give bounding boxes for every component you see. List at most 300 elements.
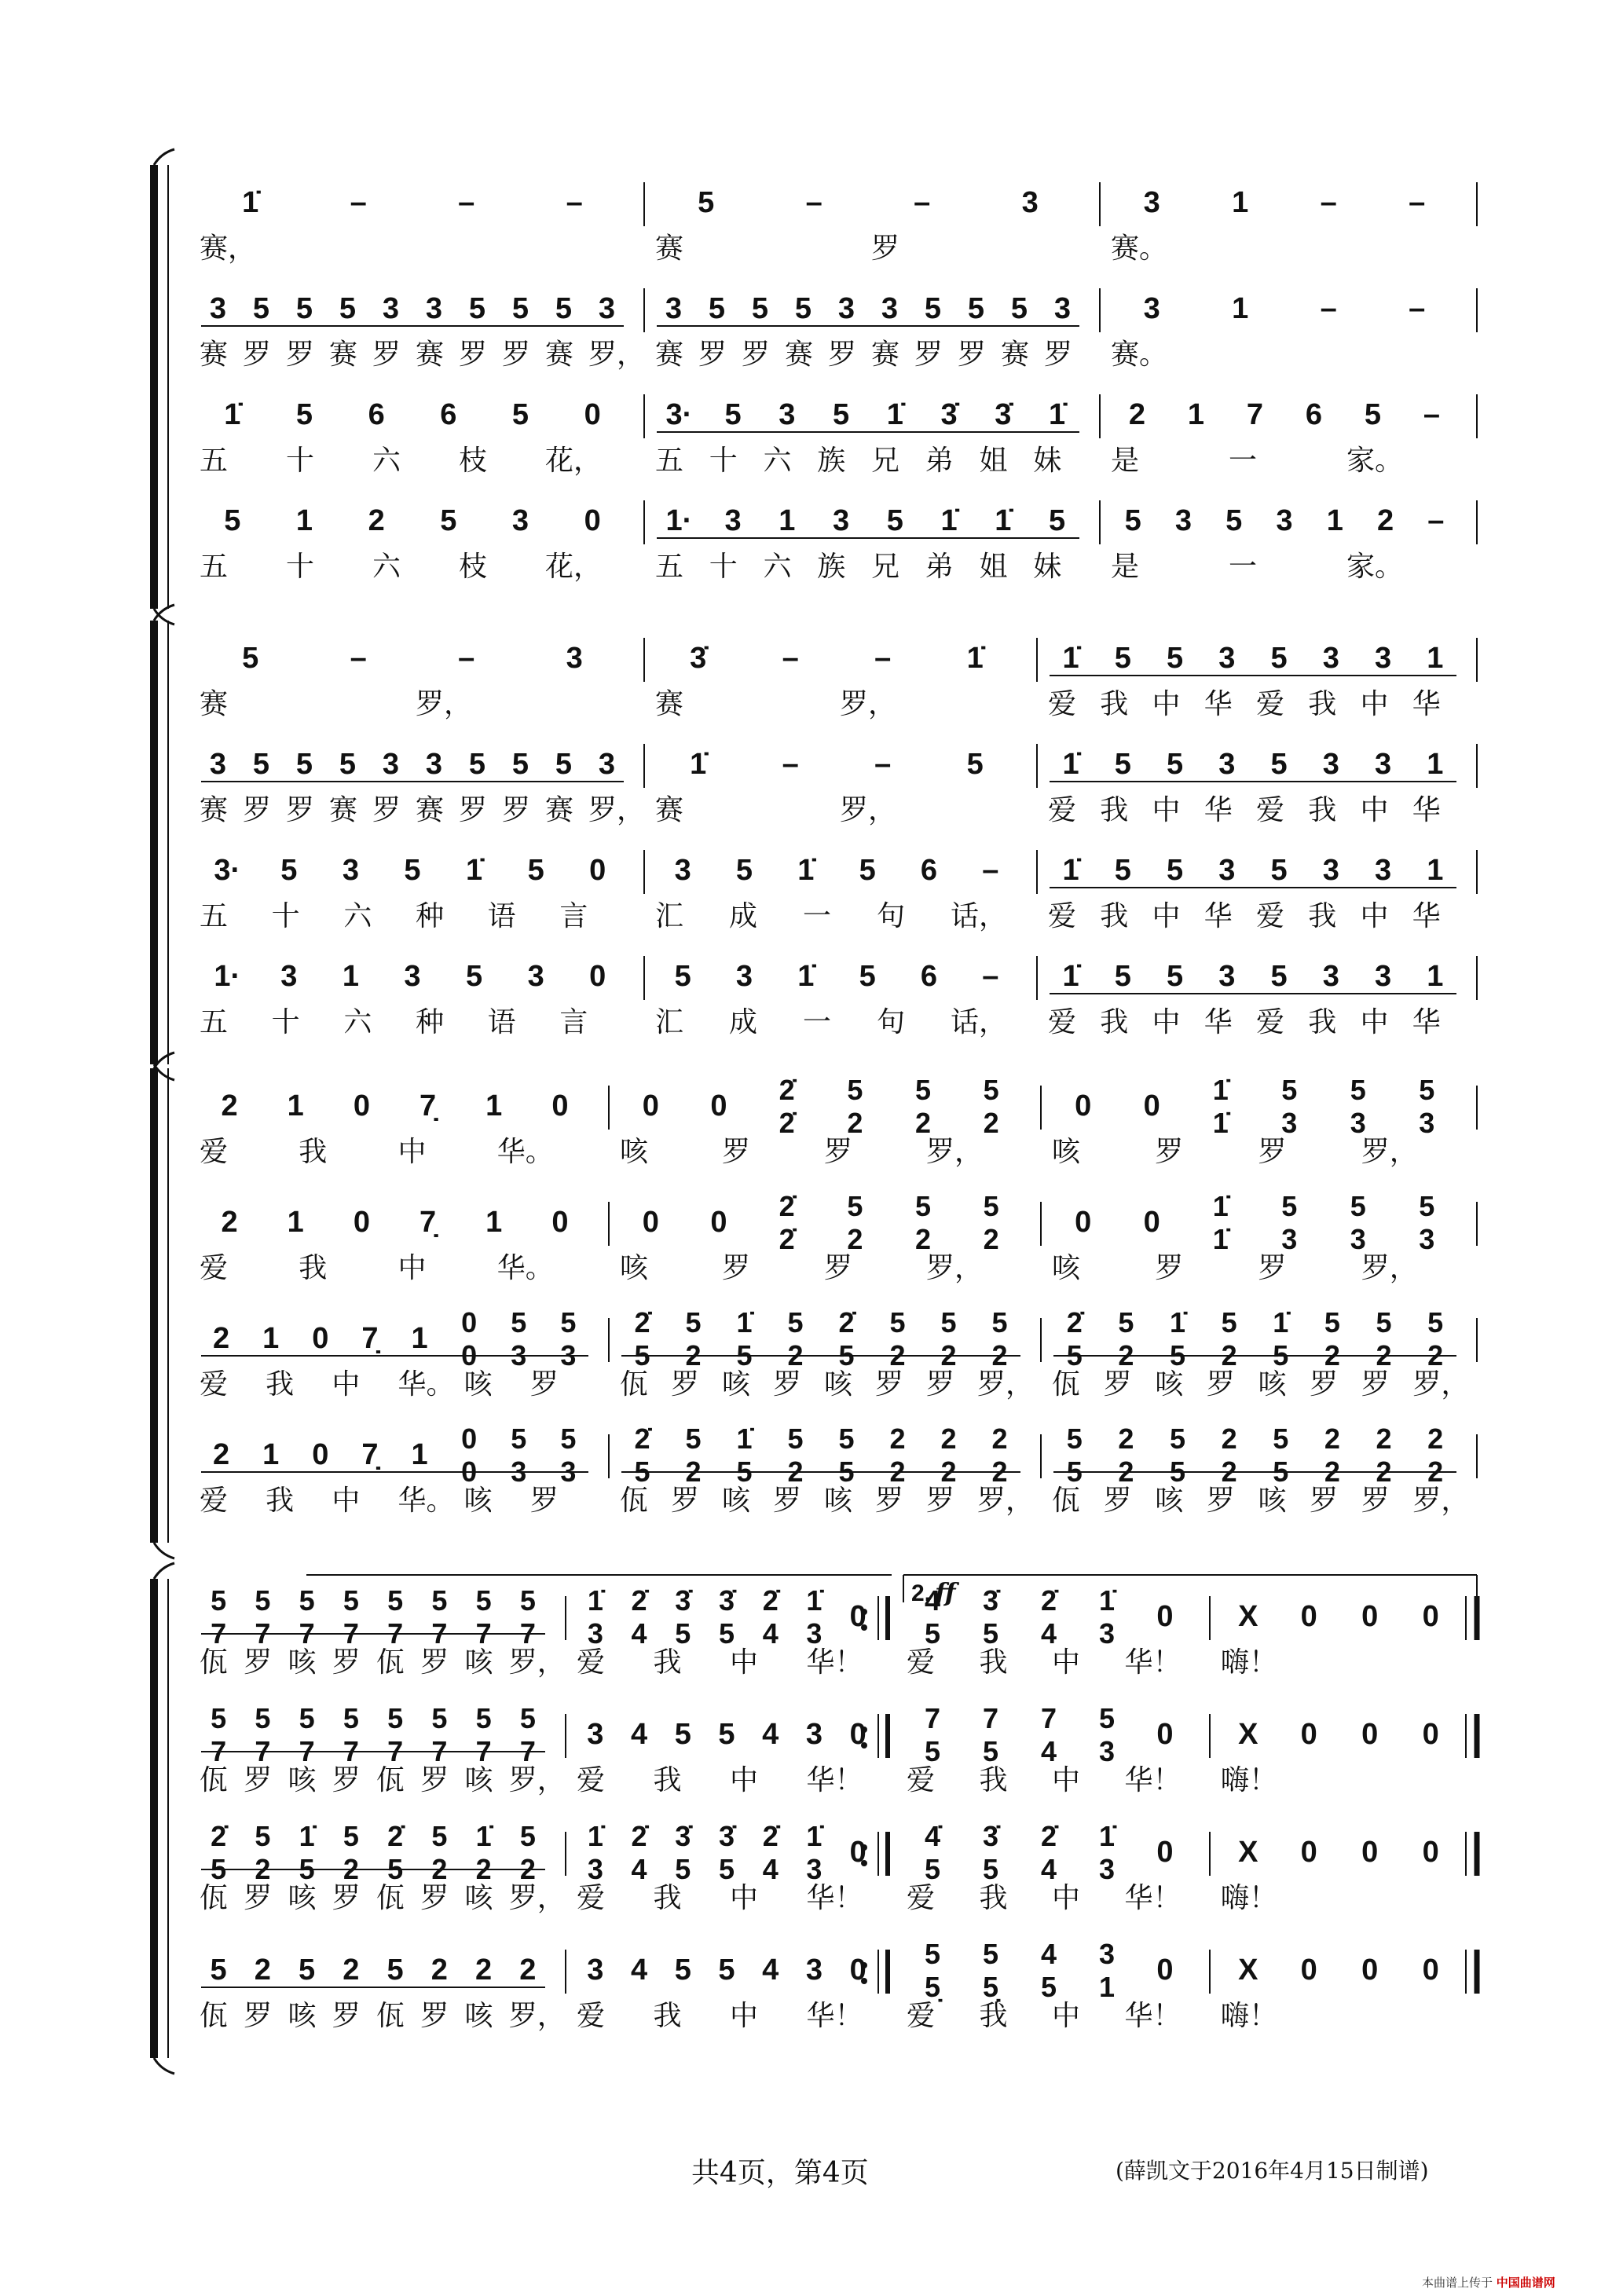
note: 5 bbox=[295, 398, 313, 431]
note: 5 bbox=[674, 960, 691, 993]
note-lower: 2̇ bbox=[779, 1107, 795, 1139]
lyric-syllable: 罗 bbox=[722, 1136, 751, 1168]
lyric-syllable: 赛 bbox=[545, 339, 574, 371]
note: 5 bbox=[466, 960, 483, 993]
note: 3 bbox=[724, 504, 742, 537]
lyric-syllable: 五 bbox=[655, 445, 684, 477]
lyric-syllable: 罗， bbox=[977, 1368, 1035, 1401]
note-lower: 4 bbox=[631, 1617, 647, 1650]
note-upper: 5 bbox=[511, 1306, 527, 1338]
lyric-syllable: 爱 bbox=[577, 1646, 606, 1679]
note-upper: 7 bbox=[924, 1702, 941, 1734]
note-lower: 5 bbox=[924, 1617, 941, 1650]
note: 1̇ bbox=[690, 748, 707, 781]
note: 4 bbox=[762, 1954, 779, 1987]
transcriber-credit: (薛凯文于2016年4月15日制谱) bbox=[1116, 2158, 1429, 2184]
note-upper: 5 bbox=[1350, 1074, 1366, 1106]
lyric-syllable: 花， bbox=[545, 445, 603, 477]
note-lower: 1̇ bbox=[1212, 1223, 1229, 1255]
note-upper: 3̇ bbox=[718, 1820, 735, 1852]
note: 1 bbox=[1187, 398, 1205, 431]
lyric-syllable: 华 bbox=[1204, 688, 1233, 720]
note-lower: 7 bbox=[299, 1735, 315, 1767]
lyric-syllable: 咳 bbox=[824, 1368, 853, 1401]
lyric-syllable: 我 bbox=[1100, 900, 1129, 932]
note-upper: 5 bbox=[255, 1584, 271, 1617]
lyric-syllable: 罗， bbox=[926, 1136, 984, 1168]
lyric-syllable: 话， bbox=[951, 900, 1008, 932]
staff-1-2 bbox=[200, 288, 1477, 371]
lyric-syllable: 兄 bbox=[871, 551, 900, 583]
note: 0 bbox=[551, 1206, 569, 1239]
dash-note: – bbox=[874, 748, 892, 781]
note: 2 bbox=[368, 504, 385, 537]
note: 3 bbox=[342, 854, 359, 887]
lyric-syllable: 赛 bbox=[200, 339, 229, 371]
note-lower: 2 bbox=[940, 1456, 957, 1488]
note-upper: 2 bbox=[1427, 1423, 1444, 1455]
note: 0 bbox=[1156, 1836, 1174, 1869]
note-upper: 5 bbox=[983, 1074, 999, 1106]
lyric-syllable: 华 bbox=[1412, 1006, 1441, 1038]
lyric-syllable: 咳 bbox=[620, 1136, 649, 1168]
note: 5 bbox=[967, 292, 985, 325]
lyric-syllable: 我 bbox=[1308, 1006, 1337, 1038]
note: 5 bbox=[1114, 854, 1131, 887]
lyric-syllable: 罗 bbox=[875, 1485, 904, 1517]
note: 1̇ bbox=[797, 854, 815, 887]
note: 3 bbox=[1375, 642, 1392, 675]
lyric-syllable: 中 bbox=[730, 1764, 759, 1796]
note: 5 bbox=[468, 748, 486, 781]
note-upper: 2̇ bbox=[631, 1820, 647, 1852]
lyric-syllable: 华。 bbox=[496, 1136, 554, 1168]
lyric-syllable: 嗨！ bbox=[1221, 1646, 1278, 1679]
lyric-syllable: 咳 bbox=[1258, 1368, 1287, 1401]
lyric-syllable: 罗 bbox=[1103, 1485, 1132, 1517]
lyric-syllable: 罗 bbox=[244, 1646, 273, 1679]
note-lower: 5 bbox=[924, 1853, 941, 1885]
note: 0 bbox=[1300, 1836, 1317, 1869]
note-upper: 4 bbox=[1040, 1938, 1057, 1970]
note-upper: 5 bbox=[1281, 1190, 1298, 1222]
lyric-syllable: 罗 bbox=[1206, 1368, 1235, 1401]
lyric-syllable: 爱 bbox=[907, 1882, 936, 1914]
lyric-syllable: 花， bbox=[545, 551, 603, 583]
lyric-syllable: 罗， bbox=[416, 688, 473, 720]
lyric-syllable: 罗 bbox=[420, 1646, 449, 1679]
note-lower: 2̇ bbox=[779, 1223, 795, 1255]
note-upper: 5 bbox=[387, 1584, 404, 1617]
lyric-syllable: 句 bbox=[877, 1006, 906, 1038]
lyric-syllable: 罗 bbox=[722, 1252, 751, 1284]
note: 3 bbox=[1218, 960, 1236, 993]
note: 3 bbox=[805, 1718, 822, 1751]
note: 4 bbox=[631, 1954, 648, 1987]
lyric-syllable: 罗 bbox=[372, 339, 401, 371]
note: 5 bbox=[210, 1954, 227, 1987]
note-upper: 2̇ bbox=[779, 1190, 795, 1222]
lyric-syllable: 我 bbox=[979, 1764, 1008, 1796]
note-lower: 2 bbox=[847, 1107, 863, 1139]
lyric-syllable: 赛 bbox=[416, 339, 445, 371]
note-upper: 5 bbox=[475, 1584, 492, 1617]
lyric-syllable: 罗 bbox=[332, 1646, 361, 1679]
note-upper: 0 bbox=[461, 1306, 478, 1338]
lyric-syllable: 中 bbox=[1152, 688, 1181, 720]
lyric-syllable: 中 bbox=[1052, 1646, 1081, 1679]
lyric-syllable: 嗨！ bbox=[1221, 1764, 1278, 1796]
note-upper: 5 bbox=[299, 1702, 315, 1734]
note-lower: 2 bbox=[1118, 1456, 1134, 1488]
lyric-syllable: 中 bbox=[730, 2000, 759, 2032]
lyric-syllable: 语 bbox=[487, 1006, 516, 1038]
note: 5 bbox=[886, 504, 903, 537]
note-upper: 0 bbox=[461, 1423, 478, 1455]
note: 1̇ bbox=[1062, 748, 1079, 781]
note: 6 bbox=[368, 398, 385, 431]
lyric-syllable: 十 bbox=[271, 900, 300, 932]
lyric-syllable: 爱 bbox=[1048, 1006, 1077, 1038]
lyric-syllable: 爱 bbox=[1048, 794, 1077, 826]
note: 0 bbox=[1156, 1600, 1174, 1633]
lyric-syllable: 中 bbox=[1152, 1006, 1181, 1038]
dash-note: – bbox=[874, 642, 892, 675]
staff-4-3 bbox=[200, 1820, 1477, 1914]
note: 0 bbox=[849, 1954, 866, 1987]
note-upper: 2̇ bbox=[838, 1306, 855, 1338]
note: 5 bbox=[718, 1954, 735, 1987]
note: 1 bbox=[295, 504, 313, 537]
lyric-syllable: 罗 bbox=[243, 794, 272, 826]
note-upper: 4̇ bbox=[924, 1820, 941, 1852]
note-lower: 2 bbox=[1324, 1456, 1340, 1488]
lyric-syllable: 爱 bbox=[200, 1485, 229, 1517]
lyric-syllable: 罗， bbox=[508, 2000, 566, 2032]
note-upper: 5 bbox=[1419, 1190, 1435, 1222]
note-upper: 1̇ bbox=[299, 1820, 315, 1852]
lyric-syllable: 中 bbox=[1360, 1006, 1389, 1038]
lyric-syllable: 赛 bbox=[871, 339, 900, 371]
lyric-syllable: 是 bbox=[1111, 445, 1140, 477]
note-lower: 7 bbox=[519, 1617, 536, 1650]
lyric-syllable: 咳 bbox=[464, 1646, 493, 1679]
note-upper: 5 bbox=[387, 1702, 404, 1734]
lyric-syllable: 中 bbox=[1052, 1764, 1081, 1796]
note-lower: 7 bbox=[431, 1735, 448, 1767]
note: 3 bbox=[566, 642, 583, 675]
lyric-syllable: 中 bbox=[730, 1882, 759, 1914]
note-lower: 3 bbox=[511, 1456, 527, 1488]
note-lower: 7 bbox=[211, 1617, 227, 1650]
staff-3-4 bbox=[200, 1423, 1477, 1517]
note: 3 bbox=[1143, 186, 1160, 219]
lyric-syllable: 佤 bbox=[200, 1882, 229, 1914]
lyric-syllable: 句 bbox=[877, 900, 906, 932]
lyric-syllable: 我 bbox=[979, 1882, 1008, 1914]
note-lower: 7 bbox=[519, 1735, 536, 1767]
note-lower: 2 bbox=[431, 1853, 448, 1885]
lyric-syllable: 中 bbox=[730, 1646, 759, 1679]
lyric-syllable: 中 bbox=[1152, 900, 1181, 932]
dash-note: – bbox=[566, 186, 583, 219]
lyric-syllable: 爱 bbox=[200, 1136, 229, 1168]
note-lower: 2 bbox=[889, 1456, 906, 1488]
lyric-syllable: 罗 bbox=[529, 1485, 559, 1517]
bracket-hook-bottom bbox=[154, 2058, 174, 2074]
lyric-syllable: 罗 bbox=[243, 339, 272, 371]
note: 0 bbox=[849, 1836, 866, 1869]
note-upper: 5 bbox=[343, 1820, 359, 1852]
note: 0 bbox=[1422, 1718, 1439, 1751]
note: 0 bbox=[589, 960, 606, 993]
note: 7̣ bbox=[419, 1206, 437, 1239]
note-upper: 5 bbox=[211, 1702, 227, 1734]
lyric-syllable: 我 bbox=[1100, 688, 1129, 720]
note: 3 bbox=[674, 854, 691, 887]
lyric-syllable: 赛 bbox=[655, 233, 684, 265]
lyric-syllable: 华！ bbox=[806, 2000, 863, 2032]
note-upper: 5 bbox=[914, 1190, 932, 1222]
lyric-syllable: 爱 bbox=[200, 1252, 229, 1284]
note: 5 bbox=[1167, 960, 1184, 993]
note-upper: 3̇ bbox=[982, 1820, 999, 1852]
lyric-syllable: 枝 bbox=[459, 445, 488, 477]
note: 0 bbox=[1361, 1718, 1379, 1751]
note: 5 bbox=[511, 398, 529, 431]
note-upper: 5 bbox=[1324, 1306, 1340, 1338]
system-1 bbox=[154, 149, 1477, 624]
lyric-syllable: 罗 bbox=[828, 339, 857, 371]
note: 3 bbox=[1322, 642, 1339, 675]
lyric-syllable: 罗， bbox=[1361, 1136, 1418, 1168]
note-lower: 3 bbox=[1098, 1735, 1116, 1767]
note: 0 bbox=[849, 1718, 866, 1751]
lyric-syllable: 罗 bbox=[824, 1252, 853, 1284]
note: 0 bbox=[1361, 1954, 1379, 1987]
system-3 bbox=[154, 1053, 1477, 1558]
note: 3 bbox=[1375, 854, 1392, 887]
dash-note: – bbox=[782, 748, 799, 781]
note-lower: 5 bbox=[634, 1339, 650, 1371]
lyric-syllable: 咳 bbox=[463, 1485, 493, 1517]
note: 3 bbox=[779, 398, 796, 431]
note-lower: 2 bbox=[940, 1339, 957, 1371]
note: 3 bbox=[1375, 748, 1392, 781]
note: 0 bbox=[584, 504, 601, 537]
note-upper: 3̇ bbox=[718, 1584, 735, 1617]
note-upper: 2 bbox=[1376, 1423, 1392, 1455]
lyric-syllable: 我 bbox=[979, 1646, 1008, 1679]
lyric-syllable: 一 bbox=[1229, 445, 1258, 477]
lyric-syllable: 我 bbox=[266, 1485, 295, 1517]
staff-4-1 bbox=[200, 1584, 1477, 1679]
upload-source bbox=[1422, 2274, 1555, 2291]
note-lower: 4 bbox=[1040, 1735, 1057, 1767]
note: 0 bbox=[642, 1206, 659, 1239]
note-lower: 5 bbox=[718, 1617, 735, 1650]
note-lower: 3 bbox=[560, 1456, 577, 1488]
note: 4 bbox=[631, 1718, 648, 1751]
note-lower: 7 bbox=[343, 1735, 359, 1767]
note-upper: 5 bbox=[343, 1584, 359, 1617]
note: 5 bbox=[1114, 642, 1131, 675]
lyric-syllable: 赛 bbox=[200, 794, 229, 826]
note-lower: 2 bbox=[1221, 1339, 1237, 1371]
lyric-syllable: 中 bbox=[398, 1136, 427, 1168]
note: 5 bbox=[1167, 642, 1184, 675]
note: 2 bbox=[221, 1206, 238, 1239]
note: 5 bbox=[833, 398, 850, 431]
note-upper: 2 bbox=[940, 1423, 957, 1455]
lyric-syllable: 佤 bbox=[620, 1368, 649, 1401]
note: 1 bbox=[262, 1322, 280, 1355]
note-upper: 5 bbox=[1221, 1306, 1237, 1338]
lyric-syllable: 华！ bbox=[1124, 1882, 1182, 1914]
note-lower: 5 bbox=[838, 1456, 855, 1488]
lyric-syllable: 赛 bbox=[1001, 339, 1030, 371]
lyric-syllable: 姐 bbox=[979, 551, 1008, 583]
lyric-syllable: 罗 bbox=[244, 1882, 273, 1914]
note-lower: 7 bbox=[387, 1617, 404, 1650]
lyric-syllable: 六 bbox=[763, 445, 792, 477]
note-lower: 3 bbox=[1098, 1617, 1116, 1650]
note: 0 bbox=[1300, 1600, 1317, 1633]
note-lower: 2 bbox=[787, 1456, 804, 1488]
lyric-syllable: 罗 bbox=[914, 339, 943, 371]
note: 1̇ bbox=[995, 504, 1012, 537]
lyric-syllable: 罗 bbox=[926, 1368, 955, 1401]
staff-2-3 bbox=[200, 850, 1477, 932]
note-upper: 3 bbox=[1098, 1938, 1116, 1970]
note: 3 bbox=[209, 292, 227, 325]
note: 0 bbox=[710, 1206, 727, 1239]
lyric-syllable: 汇 bbox=[655, 1006, 684, 1038]
lyric-syllable: 佤 bbox=[376, 2000, 405, 2032]
lyric-syllable: 一 bbox=[803, 900, 832, 932]
note: 3 bbox=[425, 748, 443, 781]
note: 7̣ bbox=[419, 1089, 437, 1122]
note: 5 bbox=[1270, 748, 1288, 781]
lyric-syllable: 兄 bbox=[871, 445, 900, 477]
dash-note: – bbox=[1423, 398, 1441, 431]
lyric-syllable: 罗 bbox=[420, 2000, 449, 2032]
note: 3 bbox=[805, 1954, 822, 1987]
note: 7̣ bbox=[361, 1438, 379, 1471]
note: 0 bbox=[1300, 1718, 1317, 1751]
dash-note: – bbox=[1409, 186, 1426, 219]
note-lower: 5 bbox=[838, 1339, 855, 1371]
note-upper: 2̇ bbox=[634, 1306, 650, 1338]
note: 3 bbox=[587, 1718, 604, 1751]
note-upper: 1̇ bbox=[736, 1306, 753, 1338]
lyric-syllable: 赛， bbox=[200, 233, 257, 265]
note: 5 bbox=[794, 292, 812, 325]
note: 0 bbox=[1156, 1954, 1174, 1987]
note-upper: 2̇ bbox=[1066, 1306, 1083, 1338]
note: 5 bbox=[404, 854, 421, 887]
note-lower: 1̇ bbox=[1212, 1107, 1229, 1139]
lyric-syllable: 一 bbox=[803, 1006, 832, 1038]
lyric-syllable: 华！ bbox=[806, 1646, 863, 1679]
lyric-syllable: 罗 bbox=[871, 233, 900, 265]
lyric-syllable: 咳 bbox=[464, 1764, 493, 1796]
note-lower: 5 bbox=[1273, 1339, 1289, 1371]
note-upper: 5 bbox=[924, 1938, 941, 1970]
lyric-syllable: 六 bbox=[343, 900, 372, 932]
lyric-syllable: 我 bbox=[653, 2000, 682, 2032]
note-lower: 5 bbox=[736, 1456, 753, 1488]
note: 2 bbox=[1128, 398, 1146, 431]
dash-note: – bbox=[350, 642, 367, 675]
lyric-syllable: 中 bbox=[1152, 794, 1181, 826]
note-lower: 5 bbox=[1066, 1339, 1083, 1371]
note-upper: 1̇ bbox=[475, 1820, 492, 1852]
lyric-syllable: 罗 bbox=[926, 1485, 955, 1517]
lyric-syllable: 罗 bbox=[332, 1882, 361, 1914]
lyric-syllable: 赛 bbox=[785, 339, 814, 371]
lyric-syllable: 十 bbox=[709, 551, 738, 583]
note: 1̇ bbox=[797, 960, 815, 993]
page-number: 共4页，第4页 bbox=[691, 2157, 869, 2189]
note: 3 bbox=[1143, 292, 1160, 325]
note: 3 bbox=[881, 292, 899, 325]
lyric-syllable: 六 bbox=[372, 445, 401, 477]
note-lower: 3 bbox=[560, 1339, 577, 1371]
lyric-syllable: 爱 bbox=[577, 1882, 606, 1914]
note-upper: 2̇ bbox=[1040, 1820, 1057, 1852]
note: 5 bbox=[295, 292, 313, 325]
dash-note: – bbox=[1409, 292, 1426, 325]
lyric-syllable: 咳 bbox=[1258, 1485, 1287, 1517]
upload-source-prefix: 本曲谱上传于 bbox=[1422, 2276, 1493, 2290]
lyric-syllable: 罗 bbox=[502, 794, 531, 826]
note-lower: 2 bbox=[685, 1456, 702, 1488]
lyric-syllable: 华。 bbox=[398, 1368, 455, 1401]
note: 5 bbox=[859, 960, 876, 993]
note: 5 bbox=[1167, 748, 1184, 781]
lyric-syllable: 华！ bbox=[1124, 2000, 1182, 2032]
note-lower: 0 bbox=[461, 1456, 478, 1488]
note: 1 bbox=[485, 1089, 503, 1122]
lyric-syllable: 赛。 bbox=[1111, 339, 1168, 371]
note-lower: 5 bbox=[1040, 1971, 1057, 2003]
lyric-syllable: 我 bbox=[653, 1764, 682, 1796]
note: 5 bbox=[1167, 854, 1184, 887]
note: 0 bbox=[1422, 1600, 1439, 1633]
lyric-syllable: 家。 bbox=[1346, 445, 1404, 477]
note: 3̇ bbox=[995, 398, 1012, 431]
dash-note: – bbox=[982, 854, 999, 887]
dash-note: – bbox=[1320, 186, 1337, 219]
note-lower: 2 bbox=[1427, 1339, 1444, 1371]
lyric-syllable: 咳 bbox=[463, 1368, 493, 1401]
note-upper: 2̇ bbox=[762, 1820, 779, 1852]
note: 5 bbox=[511, 748, 529, 781]
lyric-syllable: 罗 bbox=[1258, 1252, 1287, 1284]
note: 5 bbox=[224, 504, 241, 537]
note: 3̇ bbox=[940, 398, 958, 431]
note-upper: 2̇ bbox=[762, 1584, 779, 1617]
note-lower: 4 bbox=[762, 1617, 779, 1650]
note-upper: 5 bbox=[343, 1702, 359, 1734]
note: 4 bbox=[762, 1718, 779, 1751]
note: 1̇ bbox=[886, 398, 903, 431]
note: 0 bbox=[584, 398, 601, 431]
note: 0 bbox=[353, 1206, 370, 1239]
lyric-syllable: 罗 bbox=[1206, 1485, 1235, 1517]
lyric-syllable: 罗 bbox=[529, 1368, 559, 1401]
